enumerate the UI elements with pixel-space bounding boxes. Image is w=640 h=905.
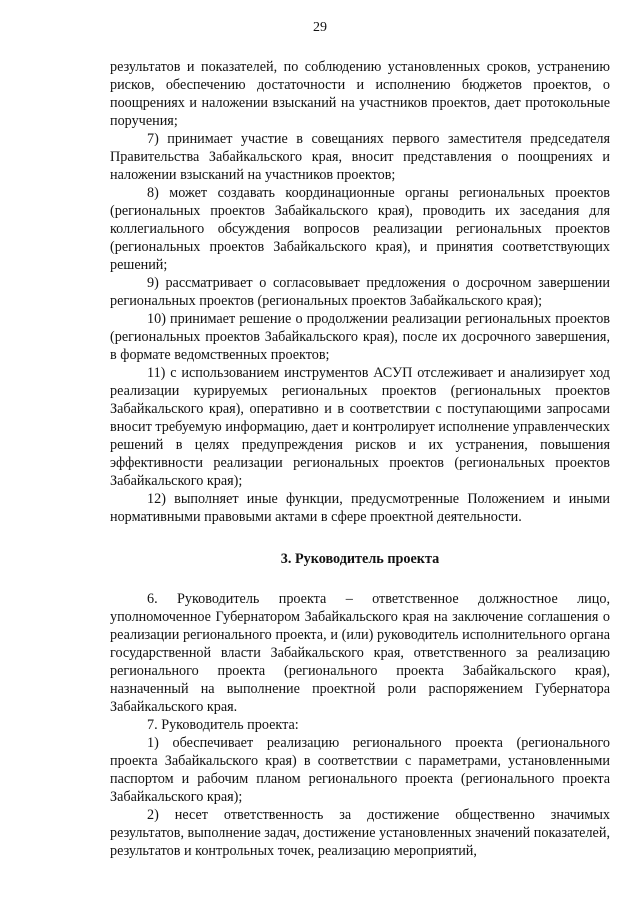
paragraph: 8) может создавать координационные органы региональных проектов (региональных проектов Забайкальского края), проводить их заседания для коллегиального обсуждения вопросов реализации региональных проектов (региональных проектов Забайкальского края), и принятия соответствующих решений; xyxy=(110,185,610,273)
paragraph: 11) с использованием инструментов АСУП отслеживает и анализирует ход реализации курируемых региональных проектов (региональных проектов Забайкальского края), оперативно и в соответствии с поступающими запросами вносит требуемую информацию, дает и контролирует исполнение управленческих решений в целях предупреждения рисков и их устранения, повышения эффективности реализации региональных проектов (региональных проектов Забайкальского края); xyxy=(110,365,610,489)
paragraph: 2) несет ответственность за достижение общественно значимых результатов, выполнение задач, достижение установленных значений показателей, результатов и контрольных точек, реализацию мероприятий, xyxy=(110,807,610,859)
section-heading: 3. Руководитель проекта xyxy=(280,551,440,567)
paragraph: 10) принимает решение о продолжении реализации региональных проектов (региональных проектов Забайкальского края), после их досрочного завершения, в формате ведомственных проектов; xyxy=(110,311,610,363)
paragraph: 1) обеспечивает реализацию регионального проекта (регионального проекта Забайкальского края) в соответствии с параметрами, установленными паспортом и рабочим планом регионального проекта (регионального проекта Забайкальского края); xyxy=(110,735,610,805)
paragraph: результатов и показателей, по соблюдению установленных сроков, устранению рисков, обеспечению достаточности и исполнению бюджетов проектов, о поощрениях и наложении взысканий на участников проектов, дает протокольные поручения; xyxy=(110,59,610,129)
document-body xyxy=(110,58,610,860)
paragraph: 12) выполняет иные функции, предусмотренные Положением и иными нормативными правовыми актами в сфере проектной деятельности. xyxy=(110,491,610,525)
paragraph: 7) принимает участие в совещаниях первого заместителя председателя Правительства Забайкальского края, вносит представления о поощрениях и наложении взысканий на участников проектов; xyxy=(110,131,610,183)
page-number: 29 xyxy=(313,20,327,35)
paragraph: 7. Руководитель проекта: xyxy=(147,717,299,733)
paragraph: 6. Руководитель проекта – ответственное должностное лицо, уполномоченное Губернатором Забайкальского края на заключение соглашения о реализации регионального проекта, и (или) руководитель исполнительного органа государственной власти Забайкальского края, ответственного за реализацию регионального проекта (регионального проекта Забайкальского края), назначенный на выполнение проектной роли распоряжением Губернатора Забайкальского края. xyxy=(110,591,610,715)
paragraph: 9) рассматривает о согласовывает предложения о досрочном завершении региональных проектов (региональных проектов Забайкальского края); xyxy=(110,275,610,309)
